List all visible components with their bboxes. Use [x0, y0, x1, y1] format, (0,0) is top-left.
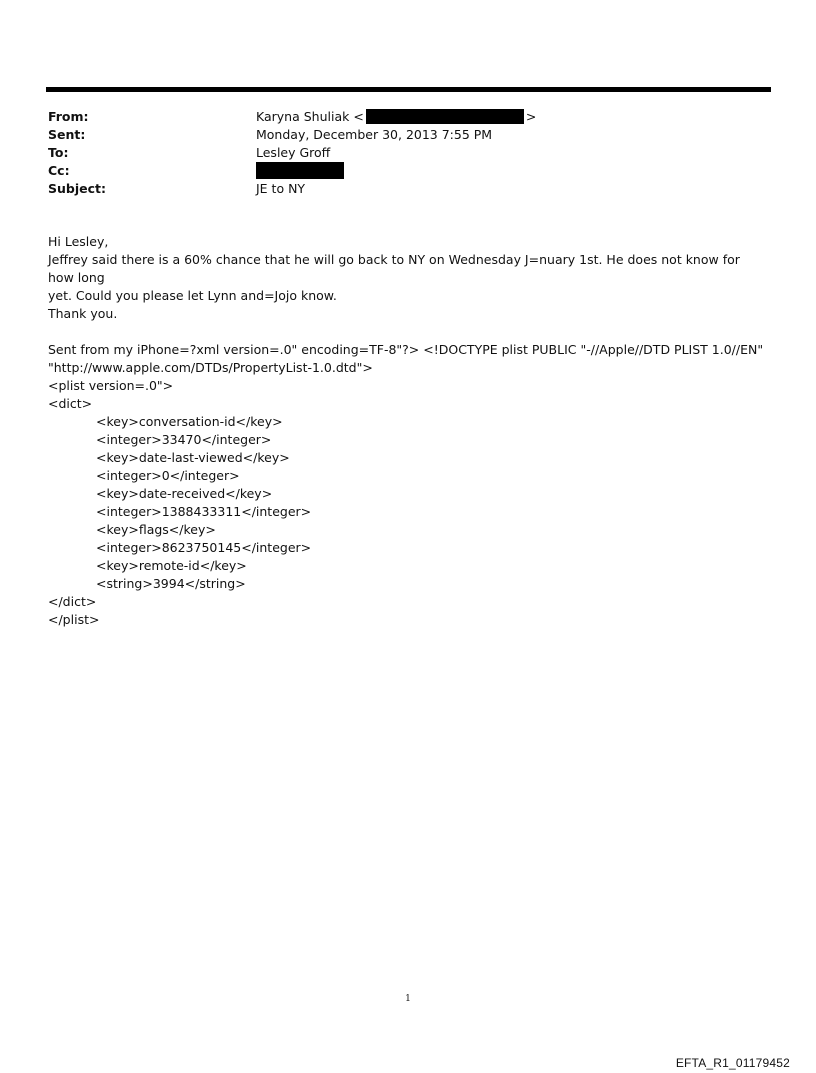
body-line: Jeffrey said there is a 60% chance that he will go back to NY on Wednesday J=nuary 1st. He does not know for how long	[48, 252, 740, 285]
redaction-box	[256, 162, 344, 179]
email-body	[48, 233, 768, 629]
dict-line: <integer>1388433311</integer>	[96, 504, 312, 519]
dict-line: <key>conversation-id</key>	[96, 414, 283, 429]
dict-line: <key>date-last-viewed</key>	[96, 450, 290, 465]
cc-value	[256, 162, 344, 180]
to-value: Lesley Groff	[256, 145, 331, 160]
dict-open: <dict>	[48, 396, 93, 411]
email-header-block	[48, 108, 768, 198]
body-line: yet. Could you please let Lynn and=Jojo know.	[48, 288, 337, 303]
dict-close: </dict>	[48, 594, 97, 609]
dict-line: <key>remote-id</key>	[96, 558, 247, 573]
dict-line: <key>flags</key>	[96, 522, 216, 537]
redaction-box	[366, 109, 524, 124]
dict-line: <integer>0</integer>	[96, 468, 240, 483]
from-label: From:	[48, 109, 89, 124]
plist-close: </plist>	[48, 612, 100, 627]
cc-row	[48, 162, 768, 180]
to-row	[48, 144, 768, 162]
dict-line: <string>3994</string>	[96, 576, 246, 591]
header-divider	[46, 87, 771, 92]
subject-label: Subject:	[48, 181, 106, 196]
sent-value: Monday, December 30, 2013 7:55 PM	[256, 127, 493, 142]
subject-value: JE to NY	[256, 181, 306, 196]
sent-row	[48, 126, 768, 144]
greeting: Hi Lesley,	[48, 234, 109, 249]
dict-line: <integer>33470</integer>	[96, 432, 272, 447]
thanks-line: Thank you.	[48, 306, 118, 321]
subject-row	[48, 180, 768, 198]
plist-open: <plist version=.0">	[48, 378, 174, 393]
spacer	[48, 323, 768, 341]
dtd-url-line: "http://www.apple.com/DTDs/PropertyList-1.0.dtd">	[48, 360, 373, 375]
to-label: To:	[48, 145, 69, 160]
sent-label: Sent:	[48, 127, 86, 142]
dict-line: <key>date-received</key>	[96, 486, 273, 501]
sent-from-line: Sent from my iPhone=?xml version=.0" encoding=TF-8"?> <!DOCTYPE plist PUBLIC "-//Apple//DTD PLIST 1.0//EN"	[48, 342, 764, 357]
cc-label: Cc:	[48, 163, 70, 178]
from-value	[256, 108, 536, 126]
page-number: 1	[405, 994, 411, 1004]
from-row	[48, 108, 768, 126]
from-close: >	[525, 109, 537, 124]
document-id: EFTA_R1_01179452	[675, 1056, 790, 1070]
from-name: Karyna Shuliak <	[256, 109, 364, 124]
dict-line: <integer>8623750145</integer>	[96, 540, 312, 555]
